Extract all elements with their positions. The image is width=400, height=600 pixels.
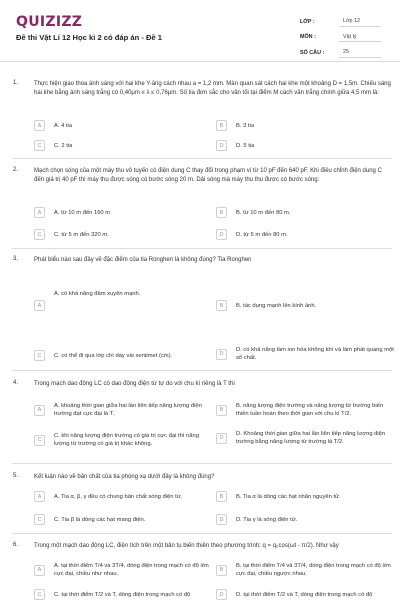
option-text: B. tại thời điểm T/4 và 3T/4, dòng điện trong mạch có độ lớn cực đại, chiều ngược nhau. xyxy=(236,563,391,577)
option-text: A. có khả năng đâm xuyên mạnh. xyxy=(54,291,141,297)
question-number: 2. xyxy=(13,167,19,173)
option-letter: B xyxy=(216,120,227,131)
option-letter: C xyxy=(34,435,45,446)
meta-label: SỐ CÂU : xyxy=(300,49,325,56)
option-d[interactable] xyxy=(216,589,396,600)
option-letter: C xyxy=(34,589,45,600)
option-text: B. 3 tia xyxy=(236,122,255,129)
option-b[interactable] xyxy=(216,562,396,578)
option-text: B. Tia α là dòng các hạt nhân nguyên tử. xyxy=(236,493,341,500)
meta-row-class xyxy=(300,14,396,30)
option-text: C. khi năng lượng điện trường có giá trị cực đại thì năng lượng từ trường có giá trị khác không. xyxy=(54,433,199,447)
option-a[interactable] xyxy=(34,207,204,218)
option-letter: D xyxy=(216,140,227,151)
option-letter: B xyxy=(216,491,227,502)
option-letter: B xyxy=(216,300,227,311)
option-letter: B xyxy=(216,565,227,576)
option-c[interactable] xyxy=(34,589,214,600)
meta-row-subject xyxy=(300,30,396,46)
meta-value: Vật lý xyxy=(339,32,381,42)
option-letter: A xyxy=(34,405,45,416)
option-text: B. năng lượng điện trường và năng lượng từ trường biến thiên tuần hoàn theo thời gian với chu kì T/2. xyxy=(236,403,384,417)
option-d[interactable] xyxy=(216,430,396,446)
option-a[interactable] xyxy=(34,491,214,502)
option-letter: C xyxy=(34,350,45,361)
question-divider xyxy=(12,370,392,371)
question-divider xyxy=(12,463,392,464)
option-letter: C xyxy=(34,140,45,151)
question-number: 3. xyxy=(13,256,19,262)
quizizz-logo: QUIZIZZ xyxy=(16,14,83,30)
meta-row-count xyxy=(300,45,396,61)
option-text: D. 5 tia xyxy=(236,142,255,149)
option-a[interactable] xyxy=(34,120,204,131)
option-letter: A xyxy=(34,300,45,311)
question-text: Trong một mạch dao động LC, điện tích trên một bản tụ biến thiên theo phương trình: q = q₀cos(ωt - π/2). Như vậy xyxy=(34,543,339,549)
question-divider xyxy=(12,248,392,249)
question-number: 1. xyxy=(13,80,19,86)
option-c[interactable] xyxy=(34,229,204,240)
option-c[interactable] xyxy=(34,350,214,361)
option-d[interactable] xyxy=(216,140,386,151)
option-text: A. từ 10 m đến 160 m xyxy=(54,209,111,216)
option-text: C. tại thời điểm T/2 và T, dòng điện trong mạch có độ xyxy=(54,591,191,598)
option-text: A. 4 tia xyxy=(54,122,73,129)
option-c[interactable] xyxy=(34,514,214,525)
option-letter: A xyxy=(34,565,45,576)
option-letter: D xyxy=(216,589,227,600)
option-text: A. Tia α, β, γ đều có chung bản chất sóng điện từ. xyxy=(54,493,183,500)
meta-label: LỚP : xyxy=(300,18,315,25)
option-c[interactable] xyxy=(34,140,204,151)
option-b[interactable] xyxy=(216,207,386,218)
option-letter: C xyxy=(34,229,45,240)
option-letter: B xyxy=(216,207,227,218)
question-number: 6. xyxy=(13,542,19,548)
meta-label: MÔN : xyxy=(300,34,316,41)
option-text: D. có khả năng làm ion hóa không khí và làm phát quang một số chất. xyxy=(236,347,394,361)
option-letter: D xyxy=(216,349,227,360)
option-text: D. từ 5 m đến 80 m. xyxy=(236,231,288,238)
option-text: A. tại thời điểm T/4 và 3T/4, dòng điện trong mạch có độ lớn cực đại, chiều như nhau. xyxy=(54,563,209,577)
meta-value: 25 xyxy=(339,48,381,58)
option-text: C. Tia β là dòng các hạt mang điện. xyxy=(54,516,146,523)
option-d[interactable] xyxy=(216,229,386,240)
question-text: Kết luận nào về bản chất của tia phóng xạ dưới đây là không đúng? xyxy=(34,474,215,480)
option-text: C. có thể đi qua lớp chì dày vài xentimet (cm). xyxy=(54,352,173,359)
option-a[interactable] xyxy=(34,290,204,311)
option-letter: D xyxy=(216,433,227,444)
option-b[interactable] xyxy=(216,300,386,311)
option-text: A. khoảng thời gian giữa hai lần liên tiếp năng lượng điện trường đạt cực đại là T. xyxy=(54,403,202,417)
option-d[interactable] xyxy=(216,346,396,362)
question-number: 4. xyxy=(13,380,19,386)
meta-value: Lớp 12 xyxy=(339,17,381,27)
question-divider xyxy=(12,533,392,534)
option-c[interactable] xyxy=(34,432,214,448)
option-letter: A xyxy=(34,207,45,218)
option-a[interactable] xyxy=(34,402,214,418)
option-letter: C xyxy=(34,514,45,525)
worksheet-header xyxy=(0,0,400,62)
option-text: D. Tia γ là sóng điện từ. xyxy=(236,516,298,523)
question-text: Phát biểu nào sau đây về đặc điểm của tia Ronghen là không đúng? Tia Ronghen xyxy=(34,257,252,263)
option-b[interactable] xyxy=(216,402,396,418)
option-text: B. tác dụng mạnh lên kính ảnh. xyxy=(236,302,317,309)
worksheet-title: Đề thi Vật Lí 12 Học kì 2 có đáp án - Đề 1 xyxy=(16,33,163,42)
question-text: Trong mạch dao động LC có dao động điện từ tự do với chu kì riêng là T thì xyxy=(34,381,235,387)
option-d[interactable] xyxy=(216,514,396,525)
option-text: D. tại thời điểm T/2 và T, dòng điện trong mạch có độ xyxy=(236,591,373,598)
worksheet-meta xyxy=(300,14,396,61)
option-letter: D xyxy=(216,229,227,240)
option-text: B. từ 10 m đến 80 m. xyxy=(236,209,291,216)
option-text: D. Khoảng thời gian giữa hai lần liên tiếp năng lượng điện trường bằng năng lượng từ trường là T/2. xyxy=(236,431,386,445)
question-number: 5. xyxy=(13,473,19,479)
option-text: C. 2 tia xyxy=(54,142,73,149)
question-divider xyxy=(12,158,392,159)
option-letter: A xyxy=(34,491,45,502)
option-b[interactable] xyxy=(216,491,396,502)
option-text: C. từ 5 m đến 320 m. xyxy=(54,231,109,238)
option-letter: D xyxy=(216,514,227,525)
option-letter: A xyxy=(34,120,45,131)
question-text: Thực hiện giao thoa ánh sáng với hai khe Y-âng cách nhau a = 1,2 mm. Màn quan sát cách hai khe một khoảng D = 1,5m. Chiếu sáng hai khe bằng ánh sáng trắng có 0,40μm ≤ λ ≤ 0,76μm. Số tia đơn sắc cho vân tối tại điểm M cách vân trắng chính giữa 4,5 mm là: xyxy=(34,81,391,96)
option-a[interactable] xyxy=(34,562,214,578)
option-letter: B xyxy=(216,405,227,416)
option-b[interactable] xyxy=(216,120,386,131)
question-text: Mạch chọn sóng của một máy thu vô tuyến có điện dung C thay đổi trong phạm vi từ 10 pF đến 640 pF. Khi điều chỉnh điện dung C đến giá trị 40 pF thì máy thu được sóng có bước sóng 20 m. Dải sóng mà máy thu thu được có bước sóng: xyxy=(34,168,382,183)
